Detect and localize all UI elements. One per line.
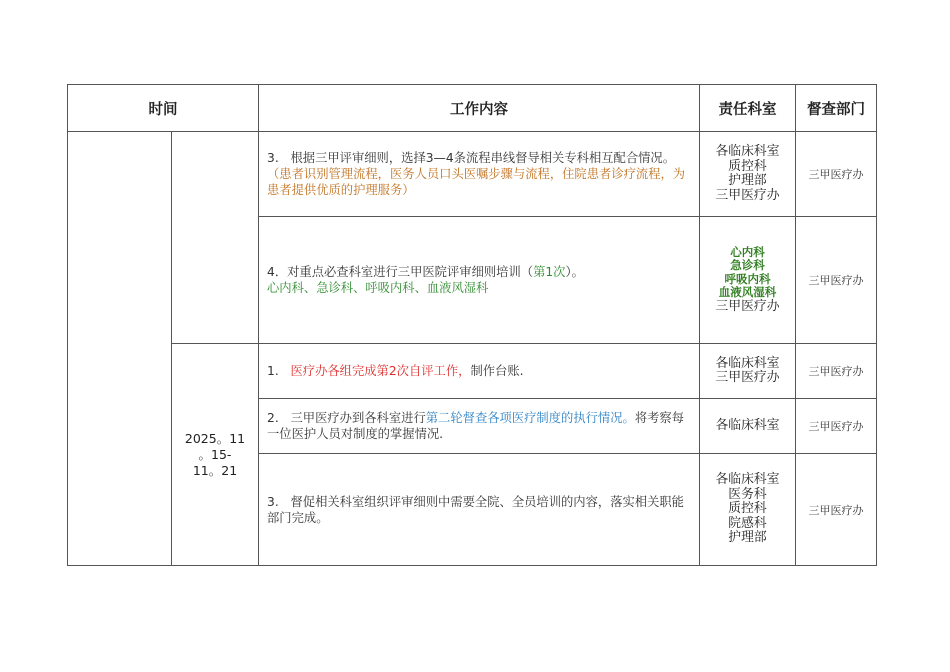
- date-range-cell: [172, 344, 259, 566]
- task-highlight-green: 心内科、急诊科、呼吸内科、血液风湿科: [267, 281, 489, 295]
- dept-cell: [700, 217, 796, 344]
- header-content: 工作内容: [259, 85, 700, 132]
- dept-name: 各临床科室: [715, 417, 780, 433]
- task-highlight-orange: （患者识别管理流程，医务人员口头医嘱步骤与流程，住院患者诊疗流程，为患者提供优质的护理服务）: [267, 167, 686, 197]
- task-number: 3.: [267, 151, 279, 165]
- date-line: 。15-: [198, 446, 232, 462]
- task-number: 1.: [267, 364, 279, 378]
- task-cell: [259, 454, 700, 566]
- dept-name: 三甲医疗办: [715, 187, 780, 203]
- dept-name: 医务科: [728, 486, 767, 502]
- task-text: 制作台账.: [470, 364, 524, 378]
- table-row: [68, 344, 877, 399]
- dept-name-green: 呼吸内科: [724, 271, 771, 286]
- task-text: 4．对重点必查科室进行三甲医院评审细则培训（: [267, 265, 534, 279]
- task-highlight-red: 医疗办各组完成第2次自评工作，: [290, 364, 471, 378]
- dept-name: 质控科: [728, 158, 767, 174]
- task-cell: [259, 132, 700, 217]
- dept-name-green: 心内科: [730, 244, 765, 259]
- header-supervisor: 督查部门: [796, 85, 877, 132]
- schedule-table: [67, 84, 877, 566]
- dept-cell: [700, 399, 796, 454]
- task-number: 2.: [267, 411, 279, 425]
- dept-name: 质控科: [728, 501, 767, 517]
- task-cell: [259, 344, 700, 399]
- task-highlight-green: 第1次: [533, 265, 566, 279]
- date-line: 2025。11: [184, 430, 246, 446]
- task-highlight-blue: 第二轮督查各项医疗制度的执行情况。: [425, 411, 635, 425]
- supervisor-cell: 三甲医疗办: [796, 217, 877, 344]
- task-text: 三甲医疗办到各科室进行: [290, 411, 426, 425]
- date-line: 11。21: [192, 462, 238, 478]
- dept-name: 护理部: [728, 173, 767, 188]
- supervisor-cell: 三甲医疗办: [796, 454, 877, 566]
- time-cell-blank: [172, 132, 259, 344]
- dept-name: 三甲医疗办: [715, 298, 780, 314]
- dept-name: 各临床科室: [715, 472, 780, 488]
- header-time: 时间: [68, 85, 259, 132]
- dept-cell: [700, 344, 796, 399]
- dept-cell: [700, 132, 796, 217]
- task-text: 督促相关科室组织评审细则中需要全院、全员培训的内容，落实相关职能部门完成。: [267, 494, 684, 525]
- dept-name-green: 急诊科: [730, 258, 765, 273]
- table-row: [68, 132, 877, 217]
- task-text: ）。: [565, 265, 584, 279]
- task-cell: [259, 399, 700, 454]
- task-cell: [259, 217, 700, 344]
- dept-name-green: 血液风湿科: [718, 285, 777, 300]
- dept-name: 各临床科室: [715, 355, 780, 371]
- dept-name: 各临床科室: [715, 144, 780, 159]
- task-text: 根据三甲评审细则，选择3—4条流程串线督导相关专科相互配合情况。: [290, 151, 676, 165]
- dept-name: 护理部: [728, 530, 767, 546]
- dept-name: 院感科: [728, 515, 767, 531]
- header-row: [68, 85, 877, 132]
- header-dept: 责任科室: [700, 85, 796, 132]
- task-text: 将考察每一位医护人员对制度的掌握情况.: [267, 411, 685, 441]
- dept-name: 三甲医疗办: [715, 370, 780, 385]
- dept-cell: [700, 454, 796, 566]
- supervisor-cell: 三甲医疗办: [796, 344, 877, 399]
- task-number: 3.: [267, 494, 279, 509]
- supervisor-cell: 三甲医疗办: [796, 399, 877, 454]
- time-outer-cell: [68, 132, 172, 566]
- supervisor-cell: 三甲医疗办: [796, 132, 877, 217]
